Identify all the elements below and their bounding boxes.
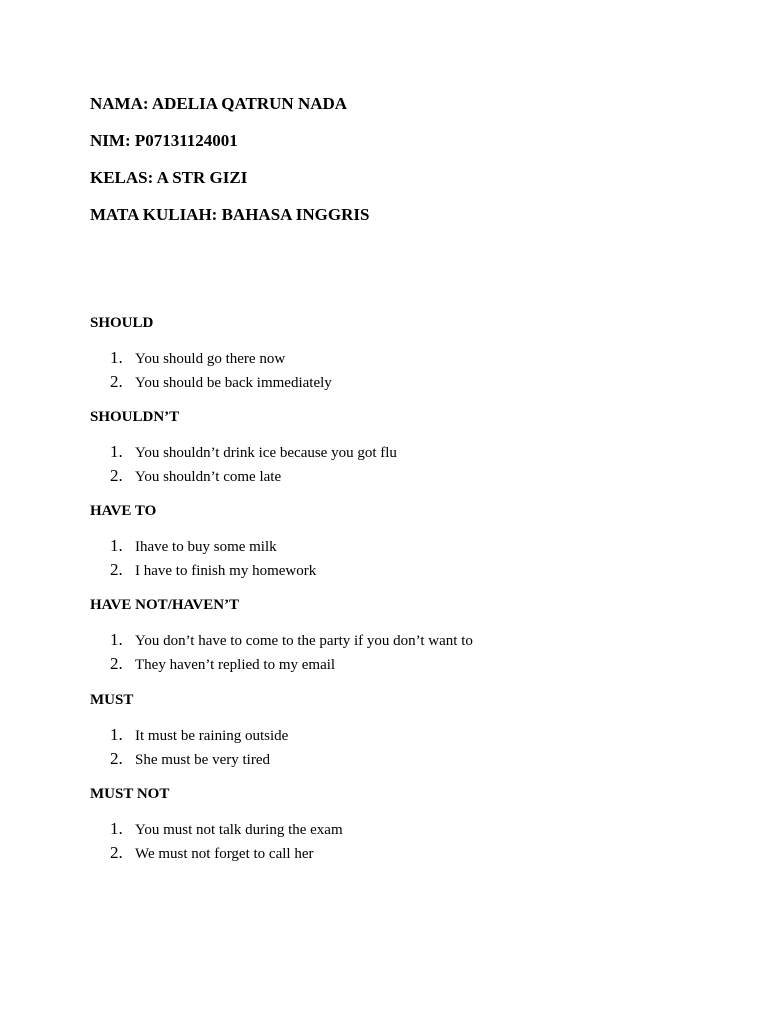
list-item-text: Ihave to buy some milk [135,539,277,555]
list-item-number: 2. [110,560,123,579]
list-item-text: It must be raining outside [135,728,289,744]
list-item [0,347,700,369]
list-item [0,441,700,463]
section-heading: MUST [90,692,134,708]
list-item-number: 2. [110,654,123,673]
student-id: NIM: P07131124001 [90,131,238,150]
list-item-text: You must not talk during the exam [135,822,343,838]
list-item [0,629,700,651]
list-item-number: 1. [110,348,123,367]
list-item-number: 1. [110,442,123,461]
section-heading: HAVE TO [90,503,157,519]
list-item-number: 1. [110,536,123,555]
list-item-number: 1. [110,630,123,649]
student-class: KELAS: A STR GIZI [90,168,248,187]
list-item-text: She must be very tired [135,752,270,768]
list-item-number: 2. [110,843,123,862]
list-item-number: 2. [110,749,123,768]
list-item [0,559,700,581]
list-item [0,818,700,840]
list-item [0,465,700,487]
list-item-text: You should go there now [135,351,286,367]
list-item [0,535,700,557]
section-heading: SHOULDN’T [90,409,180,425]
list-item-text: I have to finish my homework [135,563,317,579]
list-item [0,748,700,770]
student-name: NAMA: ADELIA QATRUN NADA [90,94,348,113]
list-item-number: 1. [110,819,123,838]
list-item-text: You don’t have to come to the party if you don’t want to [135,633,473,649]
list-item [0,724,700,746]
list-item [0,842,700,864]
list-item-text: We must not forget to call her [135,846,314,862]
section-heading: SHOULD [90,315,154,331]
list-item-text: You shouldn’t come late [135,469,282,485]
list-item [0,371,700,393]
section-heading: MUST NOT [90,786,170,802]
list-item-text: You should be back immediately [135,375,332,391]
list-item-number: 2. [110,466,123,485]
course-name: MATA KULIAH: BAHASA INGGRIS [90,205,370,224]
list-item-number: 1. [110,725,123,744]
list-item [0,653,700,675]
list-item-text: They haven’t replied to my email [135,657,336,673]
list-item-number: 2. [110,372,123,391]
section-heading: HAVE NOT/HAVEN’T [90,597,240,613]
list-item-text: You shouldn’t drink ice because you got flu [135,445,397,461]
